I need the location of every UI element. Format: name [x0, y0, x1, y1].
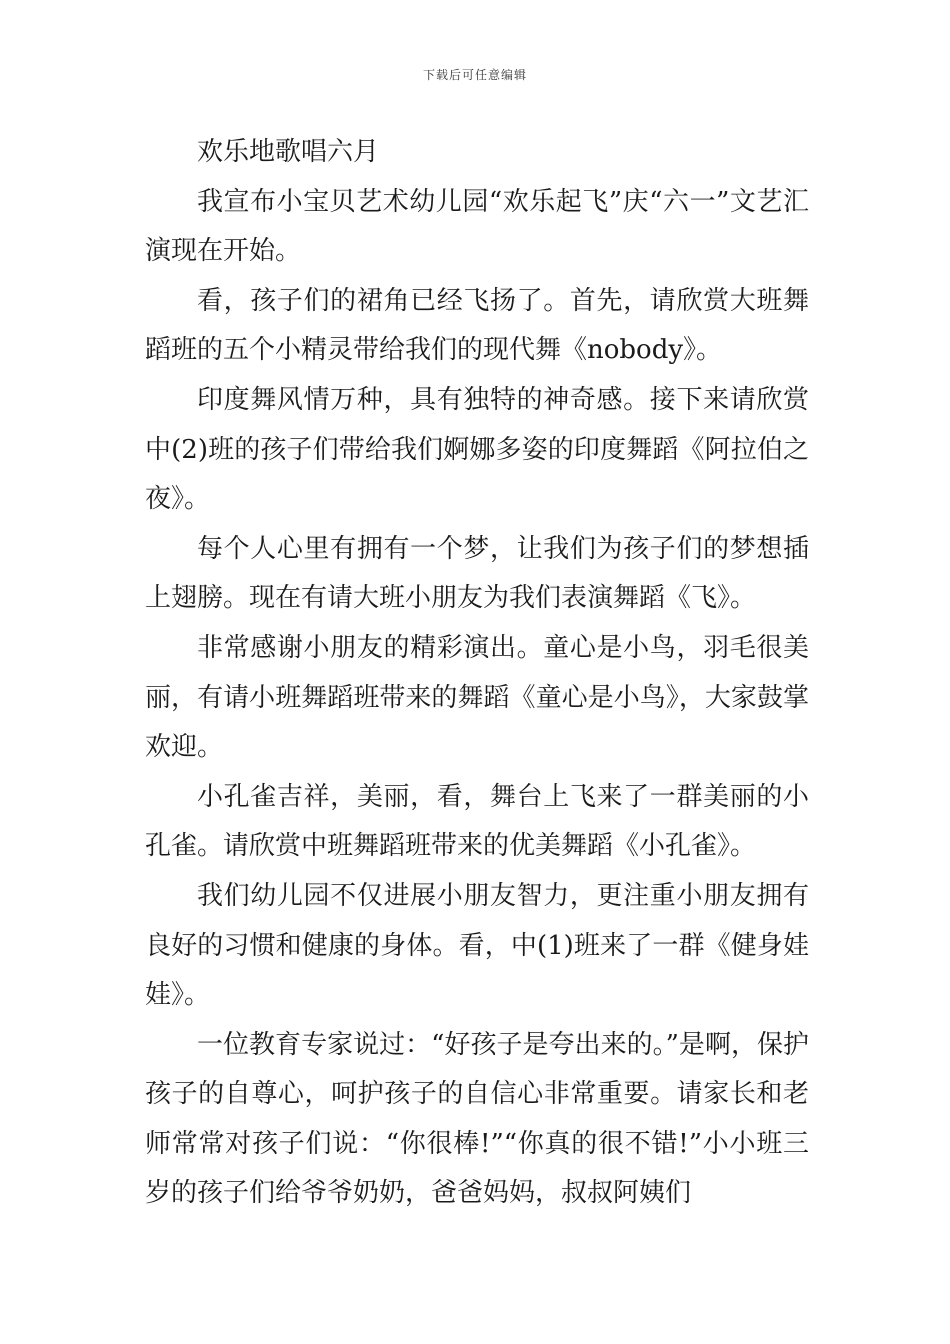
paragraph-6: 小孔雀吉祥，美丽，看，舞台上飞来了一群美丽的小孔雀。请欣赏中班舞蹈班带来的优美舞蹈《小孔雀》。 [145, 781, 809, 862]
document-title: 欢乐地歌唱六月 [197, 137, 380, 167]
paragraph-4: 每个人心里有拥有一个梦，让我们为孩子们的梦想插上翅膀。现在有请大班小朋友为我们表演舞蹈《飞》。 [145, 533, 809, 614]
paragraph-5: 非常感谢小朋友的精彩演出。童心是小鸟，羽毛很美丽，有请小班舞蹈班带来的舞蹈《童心是小鸟》，大家鼓掌欢迎。 [145, 632, 809, 763]
paragraph-7: 我们幼儿园不仅进展小朋友智力，更注重小朋友拥有良好的习惯和健康的身体。看，中(1)班来了一群《健身娃娃》。 [145, 880, 809, 1011]
document-body [145, 128, 809, 1219]
paragraph-3: 印度舞风情万种，具有独特的神奇感。接下来请欣赏中(2)班的孩子们带给我们婀娜多姿的印度舞蹈《阿拉伯之夜》。 [145, 384, 809, 515]
paragraph-8: 一位教育专家说过：“好孩子是夸出来的。”是啊，保护孩子的自尊心，呵护孩子的自信心非常重要。请家长和老师常常对孩子们说：“你很棒!”“你真的很不错!”小小班三岁的孩子们给爷爷奶奶，爸爸妈妈，叔叔阿姨们 [145, 1029, 809, 1209]
paragraph-2: 看，孩子们的裙角已经飞扬了。首先，请欣赏大班舞蹈班的五个小精灵带给我们的现代舞《nobody》。 [145, 285, 809, 366]
paragraph-1: 我宣布小宝贝艺术幼儿园“欢乐起飞”庆“六一”文艺汇演现在开始。 [145, 186, 809, 267]
page-header-note: 下载后可任意编辑 [422, 68, 527, 82]
